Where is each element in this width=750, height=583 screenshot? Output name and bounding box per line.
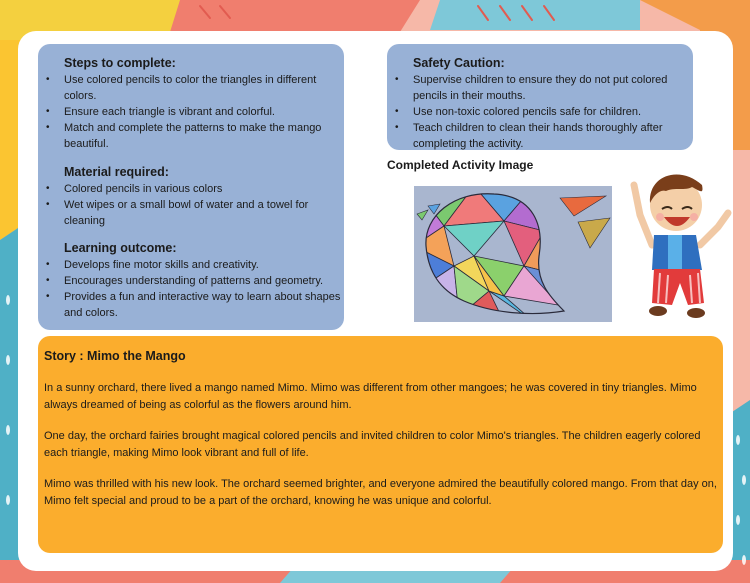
steps-section <box>38 56 344 152</box>
list-item: • Supervise children to ensure they do not put colored pencils in their mouths. <box>387 72 693 104</box>
story-paragraph: Mimo was thrilled with his new look. The orchard seemed brighter, and everyone admired the beautifully colored mango. From that day on, Mimo felt special and proud to be a part of the orchard, knowing he was unique and colorful. <box>44 478 717 507</box>
list-item: • Provides a fun and interactive way to learn about shapes and colors. <box>38 289 344 321</box>
materials-list <box>38 181 344 229</box>
list-item: • Develops fine motor skills and creativity. <box>38 257 344 273</box>
list-item: • Teach children to clean their hands thoroughly after completing the activity. <box>387 120 693 152</box>
steps-list <box>38 72 344 152</box>
list-item: • Match and complete the patterns to make the mango beautiful. <box>38 120 344 152</box>
materials-section <box>38 165 344 229</box>
list-item: • Encourages understanding of patterns and geometry. <box>38 273 344 289</box>
story-panel <box>38 336 723 553</box>
outcome-section <box>38 241 344 321</box>
story-paragraph: One day, the orchard fairies brought magical colored pencils and invited children to color Mimo's triangles. The children eagerly colored each triangle, making Mimo look vibrant and full of life. <box>44 430 701 459</box>
list-item: • Ensure each triangle is vibrant and colorful. <box>38 104 344 120</box>
safety-list <box>387 72 693 152</box>
safety-title: Safety Caution: <box>413 56 505 70</box>
story-title: Story : Mimo the Mango <box>44 349 186 363</box>
happy-boy-illustration <box>630 165 735 325</box>
completed-mango-image <box>414 186 612 322</box>
steps-title: Steps to complete: <box>64 56 176 70</box>
safety-section <box>387 56 693 152</box>
safety-panel <box>387 44 693 150</box>
activity-image-title: Completed Activity Image <box>387 158 534 172</box>
materials-title: Material required: <box>64 165 169 179</box>
list-item: • Use non-toxic colored pencils safe for children. <box>387 104 693 120</box>
list-item: • Colored pencils in various colors <box>38 181 344 197</box>
outcome-list <box>38 257 344 321</box>
list-item: • Use colored pencils to color the triangles in different colors. <box>38 72 344 104</box>
list-item: • Wet wipes or a small bowl of water and a towel for cleaning <box>38 197 344 229</box>
outcome-title: Learning outcome: <box>64 241 177 255</box>
instructions-panel <box>38 44 344 330</box>
story-paragraph: In a sunny orchard, there lived a mango named Mimo. Mimo was different from other mangoes; he was covered in tiny triangles. Mimo always dreamed of being as colorful as the flowers around him. <box>44 382 697 411</box>
